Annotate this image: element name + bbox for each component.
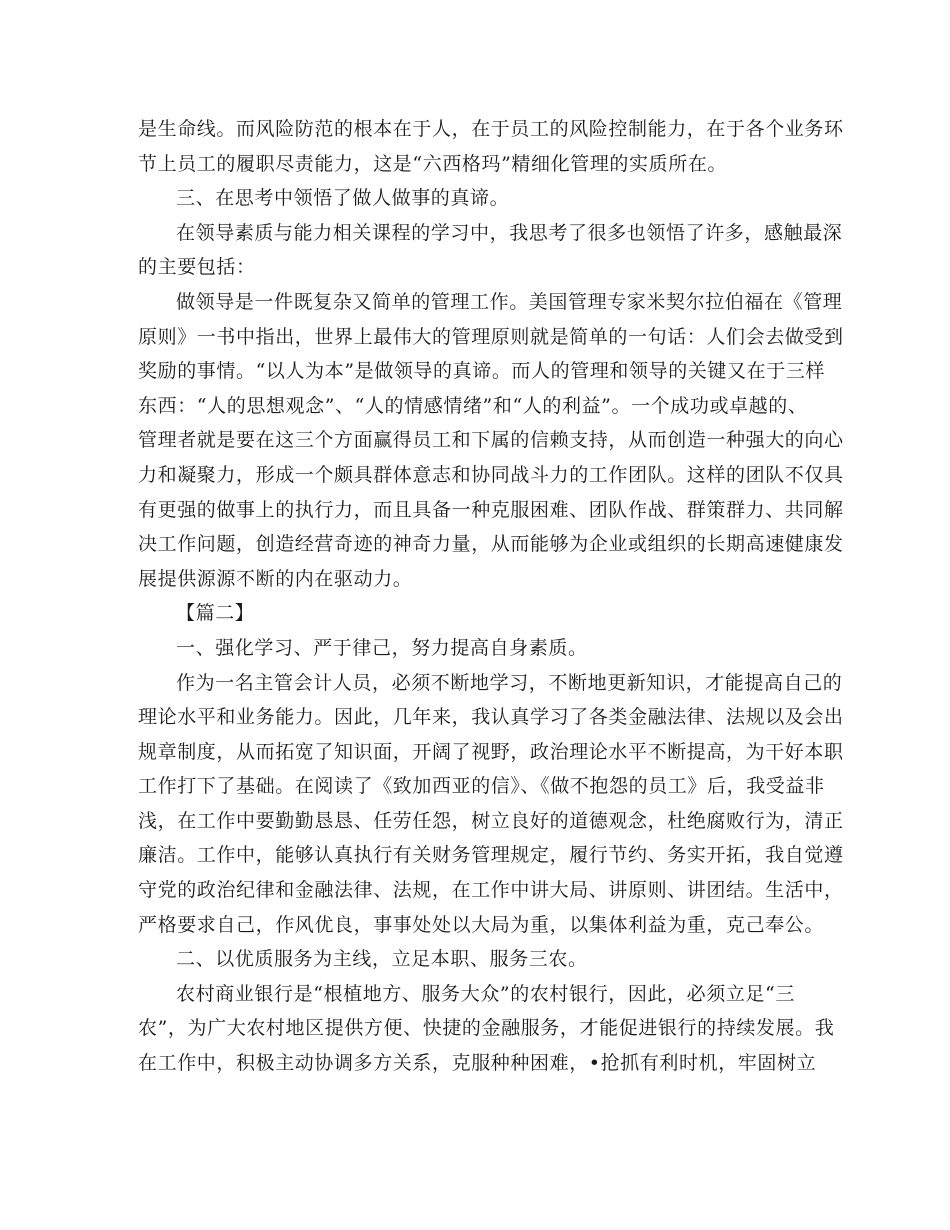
text-line: 农”，为广大农村地区提供方便、快捷的金融服务，才能促进银行的持续发展。我 bbox=[138, 1017, 835, 1040]
text-line: 节上员工的履职尽责能力，这是“六西格玛”精细化管理的实质所在。 bbox=[138, 152, 728, 175]
text-line: 有更强的做事上的执行力，而且具备一种克服困难、团队作战、群策群力、共同解 bbox=[138, 498, 844, 521]
text-line: 农村商业银行是“根植地方、服务大众”的农村银行，因此，必须立足“三 bbox=[176, 982, 795, 1005]
text-line: 理论水平和业务能力。因此，几年来，我认真学习了各类金融法律、法规以及会出 bbox=[138, 706, 844, 729]
text-line: 浅，在工作中要勤勤恳恳、任劳任怨，树立良好的道德观念，杜绝腐败行为，清正 bbox=[138, 809, 844, 832]
text-line: 二、以优质服务为主线，立足本职、服务三农。 bbox=[176, 948, 588, 971]
text-line: 三、在思考中领悟了做人做事的真谛。 bbox=[176, 187, 510, 210]
text-line: 严格要求自己，作风优良，事事处处以大局为重，以集体利益为重，克己奉公。 bbox=[138, 913, 825, 936]
text-line: 规章制度，从而拓宽了知识面，开阔了视野，政治理论水平不断提高，为干好本职 bbox=[138, 740, 844, 763]
text-line: 原则》一书中指出，世界上最伟大的管理原则就是简单的一句话：人们会去做受到 bbox=[138, 325, 844, 348]
text-line: 力和凝聚力，形成一个颇具群体意志和协同战斗力的工作团队。这样的团队不仅具 bbox=[138, 463, 844, 486]
text-line: 做领导是一件既复杂又简单的管理工作。美国管理专家米契尔拉伯福在《管理 bbox=[176, 290, 843, 313]
text-line: 东西：“人的思想观念”、“人的情感情绪”和“人的利益”。一个成功或卓越的、 bbox=[138, 394, 808, 417]
document-body bbox=[138, 112, 844, 1081]
text-line: 在工作中，积极主动协调多方关系，克服种种困难，•抢抓有利时机，牢固树立 bbox=[138, 1052, 817, 1075]
text-line: 守党的政治纪律和金融法律、法规，在工作中讲大局、讲原则、讲团结。生活中， bbox=[138, 879, 844, 902]
text-line: 工作打下了基础。在阅读了《致加西亚的信》、《做不抱怨的员工》后，我受益非 bbox=[138, 775, 825, 798]
text-line: 管理者就是要在这三个方面赢得员工和下属的信赖支持，从而创造一种强大的向心 bbox=[138, 429, 844, 452]
text-line: 奖励的事情。“以人为本”是做领导的真谛。而人的管理和领导的关键又在于三样 bbox=[138, 360, 826, 383]
text-line: 的主要包括： bbox=[138, 256, 256, 279]
text-line: 作为一名主管会计人员，必须不断地学习，不断地更新知识，才能提高自己的 bbox=[176, 671, 843, 694]
text-line: 展提供源源不断的内在驱动力。 bbox=[138, 567, 413, 590]
text-line: 在领导素质与能力相关课程的学习中，我思考了很多也领悟了许多，感触最深 bbox=[176, 221, 843, 244]
text-line: 一、强化学习、严于律己，努力提高自身素质。 bbox=[176, 636, 588, 659]
text-line: 是生命线。而风险防范的根本在于人，在于员工的风险控制能力，在于各个业务环 bbox=[138, 118, 844, 140]
text-line: 【篇二】 bbox=[176, 602, 255, 625]
text-line: 廉洁。工作中，能够认真执行有关财务管理规定，履行节约、务实开拓，我自觉遵 bbox=[138, 844, 844, 867]
text-line: 决工作问题，创造经营奇迹的神奇力量，从而能够为企业或组织的长期高速健康发 bbox=[138, 533, 844, 556]
